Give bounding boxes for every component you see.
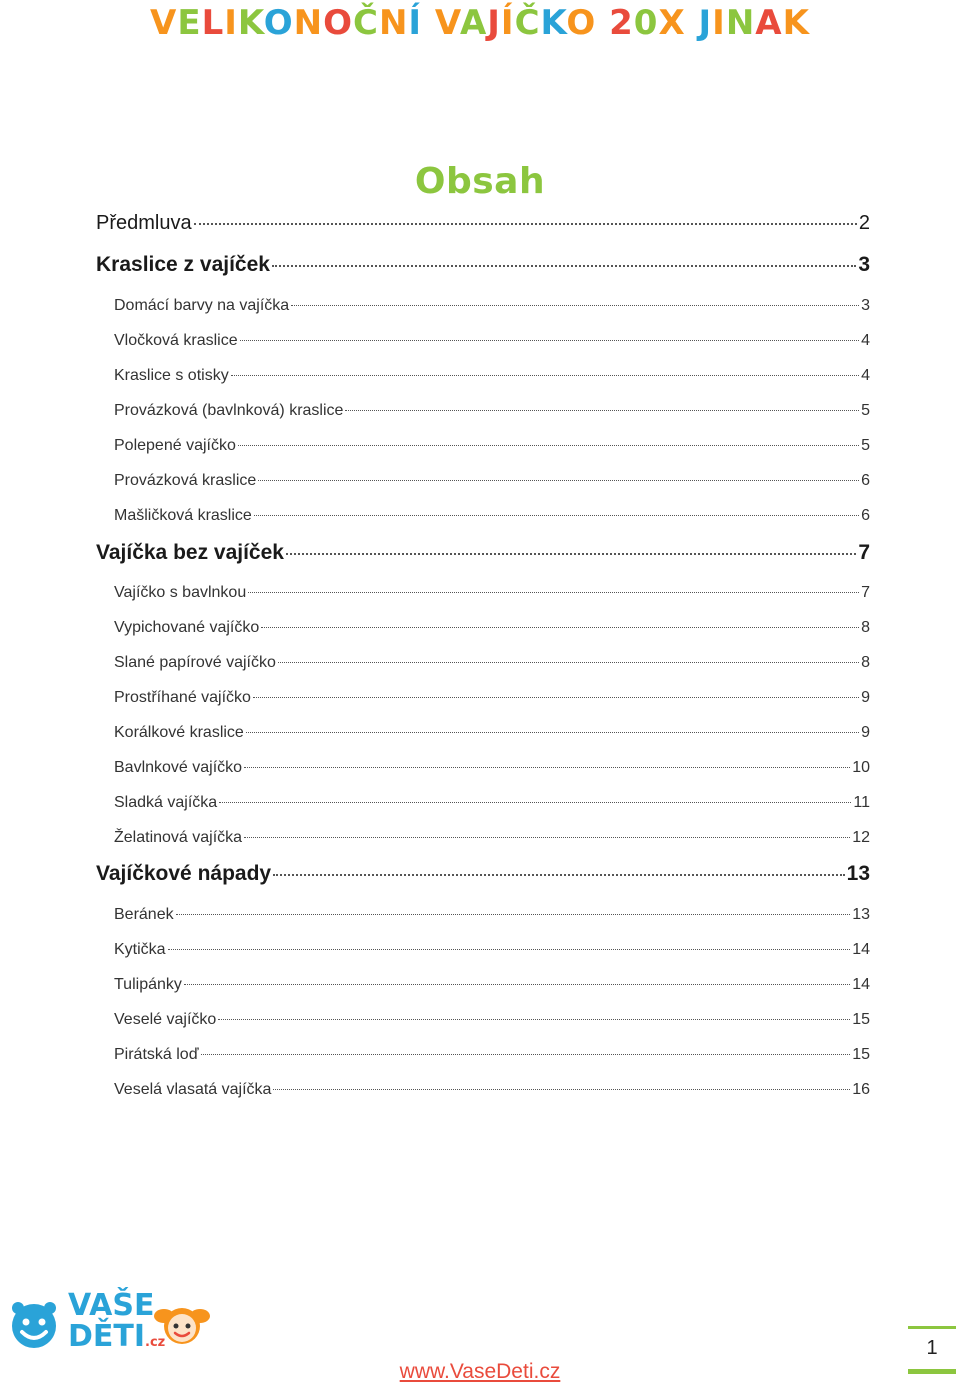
toc-entry-page: 6	[861, 472, 870, 489]
toc-entry-page: 7	[858, 541, 870, 564]
toc-entry[interactable]	[114, 976, 870, 994]
toc-heading: Obsah	[414, 161, 546, 202]
toc-dot-leader	[273, 874, 845, 876]
toc-entry-page: 3	[861, 297, 870, 314]
toc-entry-page: 12	[852, 829, 870, 846]
toc-entry-page: 13	[852, 906, 870, 923]
girl-face-icon	[152, 1294, 212, 1354]
website-link[interactable]: www.VaseDeti.cz	[399, 1360, 561, 1383]
page-number: 1	[908, 1326, 956, 1374]
toc-dot-leader	[218, 1019, 850, 1020]
toc-dot-leader	[201, 1054, 851, 1055]
banner-letter: O	[323, 3, 353, 43]
toc-entry[interactable]	[114, 829, 870, 847]
banner-letter: I	[712, 3, 726, 43]
toc-entry[interactable]	[114, 1046, 870, 1064]
toc-entry-title: Vypichované vajíčko	[114, 619, 260, 636]
toc-entry[interactable]	[114, 332, 870, 350]
toc-entry-page: 4	[861, 367, 870, 384]
toc-entry[interactable]	[96, 253, 870, 277]
toc-dot-leader	[238, 445, 859, 446]
toc-entry-title: Tulipánky	[114, 976, 182, 993]
toc-entry-title: Kraslice s otisky	[114, 367, 229, 384]
toc-entry[interactable]	[114, 794, 870, 812]
toc-entry[interactable]	[114, 619, 870, 637]
logo-line-2-text: DĚTI	[68, 1319, 146, 1354]
toc-entry-title: Slané papírové vajíčko	[114, 654, 276, 671]
toc-entry-title: Mašličková kraslice	[114, 507, 252, 524]
banner-letter: N	[293, 3, 324, 43]
banner-letter: N	[725, 3, 756, 43]
logo-wordmark	[68, 1290, 165, 1358]
toc-dot-leader	[273, 1089, 850, 1090]
banner-letter: L	[201, 3, 225, 43]
toc-entry[interactable]	[114, 584, 870, 602]
banner-letter: Č	[353, 3, 379, 43]
toc-entry-page: 8	[861, 654, 870, 671]
toc-entry-title: Veselé vajíčko	[114, 1011, 217, 1028]
toc-entry-page: 11	[853, 794, 870, 811]
toc-entry[interactable]	[114, 906, 870, 924]
toc-dot-leader	[184, 984, 850, 985]
toc-entry-title: Veselá vlasatá vajíčka	[114, 1081, 272, 1098]
logo-line-2	[68, 1321, 165, 1358]
toc-entry[interactable]	[96, 212, 870, 235]
toc-entry-page: 7	[861, 584, 870, 601]
toc-dot-leader	[176, 914, 851, 915]
banner-letter: K	[782, 3, 810, 43]
toc-entry-title: Pirátská loď	[114, 1046, 199, 1063]
banner-letter: N	[378, 3, 409, 43]
toc-entry[interactable]	[114, 1011, 870, 1029]
toc-dot-leader	[261, 627, 859, 628]
toc-entry-title: Vajíčka bez vajíček	[96, 541, 284, 564]
toc-dot-leader	[246, 732, 859, 733]
toc-dot-leader	[240, 340, 859, 341]
toc-entry-page: 2	[858, 212, 870, 234]
toc-entry-page: 14	[852, 941, 870, 958]
toc-dot-leader	[231, 375, 859, 376]
toc-entry[interactable]	[114, 654, 870, 672]
toc-dot-leader	[244, 837, 850, 838]
banner-letter: I	[224, 3, 238, 43]
banner-letter: J	[487, 3, 501, 43]
banner-letter: V	[434, 3, 460, 43]
toc-dot-leader	[272, 265, 856, 267]
banner-letter: V	[150, 3, 178, 43]
toc-entry[interactable]	[114, 402, 870, 420]
banner-letter: K	[540, 3, 567, 43]
toc-entry-title: Vajíčko s bavlnkou	[114, 584, 247, 601]
toc-entry-page: 4	[861, 332, 870, 349]
banner-letter: X	[658, 3, 686, 43]
toc-entry-title: Vajíčkové nápady	[96, 862, 272, 885]
toc-entry-title: Domácí barvy na vajíčka	[114, 297, 290, 314]
toc-dot-leader	[248, 592, 859, 593]
banner-letter: A	[459, 3, 488, 43]
banner-letter: Í	[408, 3, 423, 43]
toc-dot-leader	[219, 802, 851, 803]
toc-entry[interactable]	[114, 724, 870, 742]
banner-letter: 0	[633, 3, 659, 43]
toc-entry[interactable]	[114, 367, 870, 385]
toc-entry-title: Želatinová vajíčka	[114, 829, 243, 846]
toc-entry-title: Předmluva	[96, 212, 192, 234]
toc-entry-page: 6	[861, 507, 870, 524]
toc-entry-title: Beránek	[114, 906, 174, 923]
toc-entry[interactable]	[114, 437, 870, 455]
toc-entry[interactable]	[96, 862, 870, 886]
toc-entry-title: Sladká vajíčka	[114, 794, 218, 811]
toc-entry-page: 15	[852, 1011, 870, 1028]
toc-entry[interactable]	[114, 941, 870, 959]
toc-entry-page: 14	[852, 976, 870, 993]
toc-entry-title: Bavlnkové vajíčko	[114, 759, 243, 776]
toc-entry-page: 8	[861, 619, 870, 636]
banner-letter: O	[566, 3, 597, 43]
banner-letter: E	[177, 3, 202, 43]
banner-letter: O	[263, 3, 294, 43]
toc-entry-title: Kraslice z vajíček	[96, 253, 270, 276]
toc-entry[interactable]	[114, 297, 870, 315]
toc-dot-leader	[168, 949, 851, 950]
toc-dot-leader	[194, 223, 857, 225]
smiley-face-icon	[6, 1296, 62, 1352]
toc-entry-title: Provázková kraslice	[114, 472, 257, 489]
banner-letter: J	[698, 3, 713, 43]
banner-letter: Í	[500, 3, 515, 43]
toc-entry[interactable]	[114, 507, 870, 525]
toc-dot-leader	[253, 697, 859, 698]
toc-entry-page: 10	[852, 759, 870, 776]
toc-entry-page: 5	[861, 437, 870, 454]
toc-entry-page: 5	[861, 402, 870, 419]
toc-entry-title: Prostříhané vajíčko	[114, 689, 251, 706]
toc-entry-title: Kytička	[114, 941, 166, 958]
toc-entry-title: Polepené vajíčko	[114, 437, 236, 454]
toc-entry-title: Vločková kraslice	[114, 332, 238, 349]
logo-suffix: .cz	[145, 1335, 166, 1350]
banner-letter: K	[237, 3, 264, 43]
toc-entry-page: 9	[861, 689, 870, 706]
toc-entry[interactable]	[114, 689, 870, 707]
toc-dot-leader	[291, 305, 859, 306]
toc-dot-leader	[244, 767, 850, 768]
banner-letter: Č	[514, 3, 541, 43]
toc-entry-title: Provázková (bavlnková) kraslice	[114, 402, 344, 419]
toc-entry-title: Korálkové kraslice	[114, 724, 244, 741]
toc-dot-leader	[286, 553, 856, 555]
logo-line-1: VAŠE	[68, 1288, 155, 1323]
banner-letter: 2	[609, 3, 634, 43]
toc-entry[interactable]	[114, 472, 870, 490]
toc-entry[interactable]	[114, 759, 870, 777]
toc-dot-leader	[258, 480, 859, 481]
toc-entry-page: 3	[858, 253, 870, 276]
toc-dot-leader	[254, 515, 859, 516]
banner-letter: A	[755, 3, 783, 43]
toc-entry-page: 16	[852, 1081, 870, 1098]
toc-dot-leader	[278, 662, 859, 663]
toc-dot-leader	[345, 410, 859, 411]
toc-entry[interactable]	[114, 1081, 870, 1099]
vasedeti-logo	[6, 1290, 216, 1362]
toc-entry-page: 15	[852, 1046, 870, 1063]
toc-entry[interactable]	[96, 541, 870, 565]
toc-entry-page: 9	[861, 724, 870, 741]
toc-entry-page: 13	[846, 862, 870, 885]
